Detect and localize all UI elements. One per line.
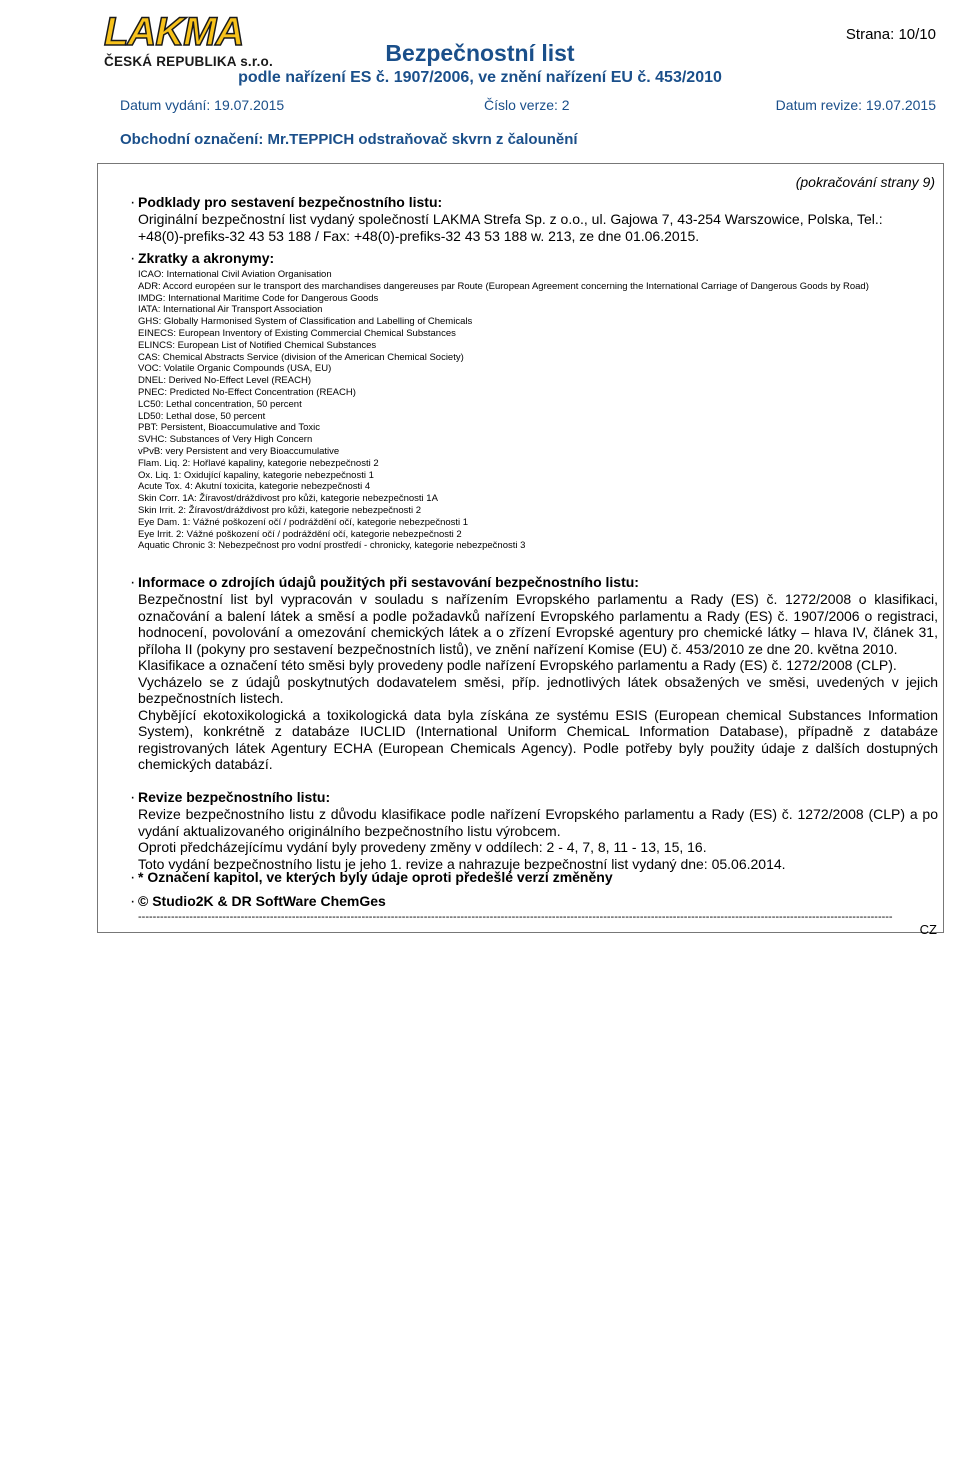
footer-row [138, 910, 938, 924]
issue-date: Datum vydání: 19.07.2015 [120, 97, 285, 113]
bullet: · [130, 194, 136, 211]
abbr-item: VOC: Volatile Organic Compounds (USA, EU) [138, 363, 332, 375]
continued-note: (pokračování strany 9) [795, 174, 935, 190]
abbr-item: LC50: Lethal concentration, 50 percent [138, 398, 302, 410]
abbr-item: IATA: International Air Transport Association [138, 304, 323, 316]
abbr-item: EINECS: European Inventory of Existing Commercial Chemical Substances [138, 327, 456, 339]
abbr-item: PBT: Persistent, Bioaccumulative and Toxic [138, 422, 320, 434]
bullet: · [130, 869, 136, 886]
content-box [97, 163, 944, 937]
separator-dashes: -------------------------------------------------------------------------------------------------------------------------------------------------------------------------------------------------------------- [138, 911, 893, 923]
information-section [130, 574, 938, 773]
logo-subtitle: ČESKÁ REPUBLIKA s.r.o. [104, 54, 273, 69]
bullet: · [130, 789, 136, 806]
abbr-item: ADR: Accord européen sur le transport des marchandises dangereuses par Route (European Agreement concerning the International Carriage of Dangerous Goods by Road) [138, 280, 869, 292]
abbr-item: DNEL: Derived No-Effect Level (REACH) [138, 375, 311, 387]
abbr-item: CAS: Chemical Abstracts Service (division of the American Chemical Society) [138, 351, 464, 363]
information-paragraph: Vycházelo se z údajů poskytnutých dodavatelem směsi, příp. jednotlivých látek obsažených ve směsi, uvedených v jejich bezpečnostních listech. [138, 673, 938, 706]
information-paragraph: Bezpečnostní list byl vypracován v souladu s nařízením Evropského parlamentu a Rady (ES) č. 1272/2008 o klasifikaci, označování a balení látek a směsí a podle požadavků nařízení Evropského parlamentu a Rady (ES) č. 1907/2006 o registraci, hodnocení, povolování a omezování chemických látek a o zřízení Evropské agentury pro chemické látky – hlava IV, článek 31, příloha II (pokyny pro sestavení bezpečnostních listů), ve znění nařízení Komise (EU) č. 453/2010 ze dne 20. května 2010. [138, 591, 938, 657]
abbr-item: ICAO: International Civil Aviation Organisation [138, 269, 332, 280]
bullet: · [130, 574, 136, 591]
sources-line: +48(0)-prefiks-32 43 53 188 / Fax: +48(0)-prefiks-32 43 53 188 w. 213, ze dne 01.06.2015. [138, 227, 700, 244]
information-heading: Informace o zdrojích údajů použitých při sestavování bezpečnostního listu: [138, 574, 639, 590]
abbr-item: Skin Corr. 1A: Žíravost/dráždivost pro kůži, kategorie nebezpečnosti 1A [138, 493, 438, 505]
revision-section [130, 789, 938, 872]
page-number: Strana: 10/10 [845, 26, 936, 43]
abbr-item: Skin Irrit. 2: Žíravost/dráždivost pro kůži, kategorie nebezpečnosti 2 [138, 504, 422, 516]
bullet: · [130, 250, 136, 267]
revision-heading: Revize bezpečnostního listu: [138, 789, 331, 805]
abbr-item: Aquatic Chronic 3: Nebezpečnost pro vodní prostředí - chronicky, kategorie nebezpečnosti 3 [138, 540, 526, 552]
abbreviations-heading: Zkratky a akronymy: [138, 250, 275, 266]
document-subtitle: podle nařízení ES č. 1907/2006, ve znění nařízení EU č. 453/2010 [238, 69, 722, 86]
abbr-item: Ox. Liq. 1: Oxidující kapaliny, kategorie nebezpečnosti 1 [138, 469, 374, 481]
abbr-item: Eye Irrit. 2: Vážné poškození očí / podráždění očí, kategorie nebezpečnosti 2 [138, 528, 462, 540]
abbr-item: IMDG: International Maritime Code for Dangerous Goods [138, 292, 379, 304]
version-number: Číslo verze: 2 [484, 97, 570, 113]
abbr-item: GHS: Globally Harmonised System of Classification and Labelling of Chemicals [138, 316, 473, 328]
sources-heading: Podklady pro sestavení bezpečnostního listu: [138, 194, 443, 210]
abbr-item: Flam. Liq. 2: Hořlavé kapaliny, kategorie nebezpečnosti 2 [138, 457, 379, 469]
sources-section [130, 194, 938, 244]
abbr-item: LD50: Lethal dose, 50 percent [138, 410, 266, 422]
copyright-section [130, 893, 938, 910]
sources-line: Originální bezpečnostní list vydaný společností LAKMA Strefa Sp. z o.o., ul. Gajowa 7, 43-254 Warszowice, Polska, Tel.: [138, 211, 883, 227]
abbr-item: ELINCS: European List of Notified Chemical Substances [138, 339, 377, 351]
information-paragraph: Chybějící ekotoxikologická a toxikologická data byla získána ze systému ESIS (European chemical Substances Information System), konkrétně z databáze IUCLID (International Uniform ChemicaL Information Database), případně z databáze registrovaných látek Agentury ECHA (European Chemicals Agency). Podle potřeby byly použity údaje z dalších dostupných chemických databází. [138, 706, 938, 772]
logo-wordmark: LAKMA [104, 10, 244, 54]
abbr-item: PNEC: Predicted No-Effect Concentration (REACH) [138, 386, 356, 398]
country-code: CZ [919, 922, 937, 937]
changes-note: * Označení kapitol, ve kterých byly údaje oproti předešlé verzi změněny [138, 869, 613, 885]
revision-paragraph: Oproti předcházejícímu vydání byly provedeny změny v oddílech: 2 - 4, 7, 8, 11 - 13, 15, 16. [138, 839, 707, 855]
bullet: · [130, 893, 136, 910]
trade-name: Obchodní označení: Mr.TEPPICH odstraňovač skvrn z čalounění [120, 131, 578, 148]
abbr-item: vPvB: very Persistent and very Bioaccumulative [138, 445, 340, 457]
revision-paragraph: Toto vydání bezpečnostního listu je jeho 1. revize a nahrazuje bezpečnostní list vydaný dne: 05.06.2014. [138, 855, 786, 872]
document-title: Bezpečnostní list [385, 40, 575, 66]
copyright: © Studio2K & DR SoftWare ChemGes [138, 893, 386, 909]
abbreviations-section [130, 250, 938, 552]
abbr-item: Eye Dam. 1: Vážné poškození očí / podráždění očí, kategorie nebezpečnosti 1 [138, 516, 469, 528]
changes-note-section [130, 869, 938, 886]
revision-date: Datum revize: 19.07.2015 [775, 97, 936, 113]
abbr-item: Acute Tox. 4: Akutní toxicita, kategorie nebezpečnosti 4 [138, 481, 371, 493]
information-paragraph: Klasifikace a označení této směsi byly provedeny podle nařízení Evropského parlamentu a Rady (ES) č. 1272/2008 (CLP). [138, 657, 897, 673]
revision-paragraph: Revize bezpečnostního listu z důvodu klasifikace podle nařízení Evropského parlamentu a Rady (ES) č. 1272/2008 (CLP) a po vydání aktualizovaného originálního bezpečnostního listu výrobcem. [138, 806, 938, 839]
abbr-item: SVHC: Substances of Very High Concern [138, 434, 313, 446]
